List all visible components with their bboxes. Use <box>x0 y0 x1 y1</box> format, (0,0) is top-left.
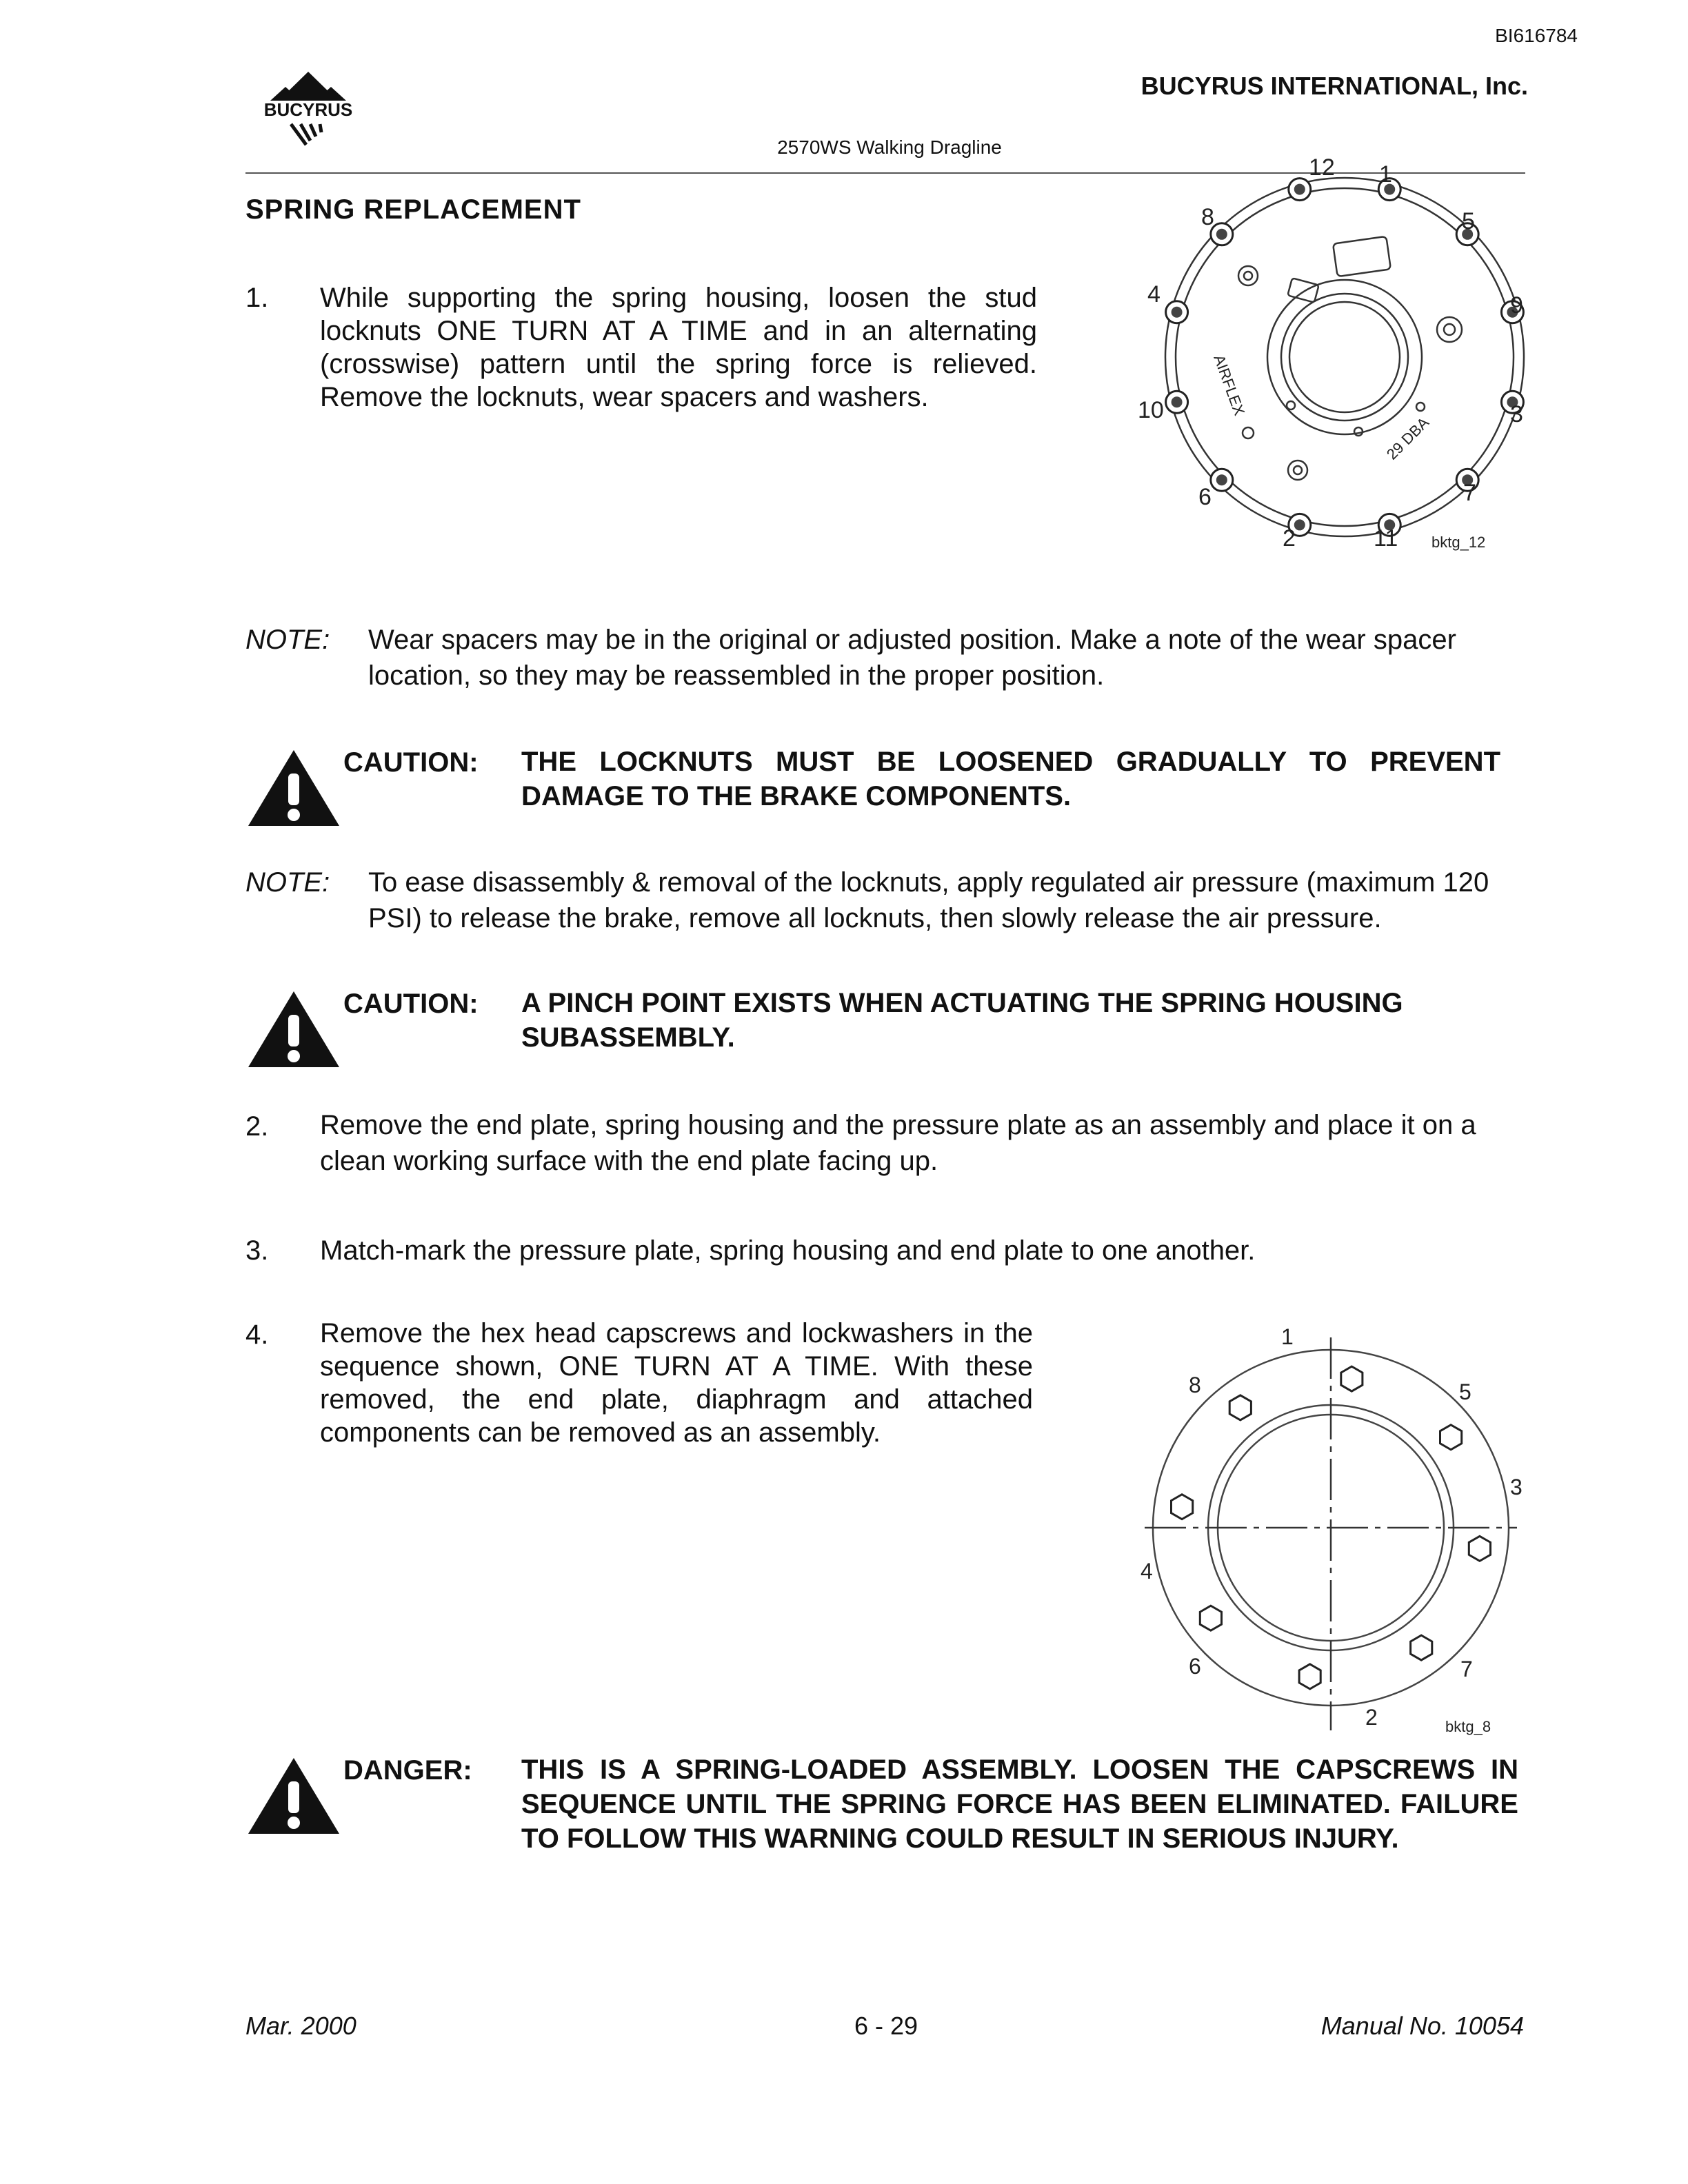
bolt-label-11: 11 <box>1374 525 1398 552</box>
screw-label-5: 5 <box>1459 1379 1471 1404</box>
logo-text: BUCYRUS <box>263 99 353 120</box>
note-text: To ease disassembly & removal of the locknuts, apply regulated air pressure (maximum 120 PSI) to release the brake, remove all locknuts, then slowly release the air pressure. <box>368 867 1489 933</box>
machine-subtitle: 2570WS Walking Dragline <box>777 136 1002 158</box>
bolt-label-7: 7 <box>1463 480 1476 506</box>
company-name: BUCYRUS INTERNATIONAL, Inc. <box>1141 72 1528 100</box>
screw-label-1: 1 <box>1281 1324 1294 1349</box>
step-number: 1. <box>245 283 269 313</box>
section-title: SPRING REPLACEMENT <box>245 194 581 225</box>
caution-text: THE LOCKNUTS MUST BE LOOSENED GRADUALLY TO PREVENT DAMAGE TO THE BRAKE COMPONENTS. <box>521 747 1500 811</box>
bolt-label-8: 8 <box>1201 204 1214 230</box>
hex-capscrew-icon <box>1172 1495 1193 1519</box>
caution-label: CAUTION: <box>343 747 479 778</box>
hex-capscrew-icon <box>1200 1606 1221 1630</box>
screw-label-7: 7 <box>1460 1657 1473 1681</box>
hex-capscrew-icon <box>1229 1395 1251 1420</box>
screw-label-8: 8 <box>1189 1373 1201 1397</box>
bolt-label-5: 5 <box>1462 208 1475 234</box>
note-label: NOTE: <box>245 867 330 898</box>
step-text: Remove the hex head capscrews and lockwashers in the sequence shown, ONE TURN AT A TIME. With these removed, the end plate, diaphragm and attached components can be removed as an assembly. <box>320 1318 1033 1448</box>
step-number: 2. <box>245 1111 269 1142</box>
step-number: 4. <box>245 1320 269 1350</box>
screw-label-2: 2 <box>1365 1705 1378 1730</box>
step-text: Remove the end plate, spring housing and the pressure plate as an assembly and place it on a clean working surface with the end plate facing up. <box>320 1110 1476 1176</box>
footer-date: Mar. 2000 <box>245 2012 356 2040</box>
stud-bolt-icon <box>1211 469 1233 491</box>
hex-capscrew-icon <box>1299 1664 1320 1689</box>
bolt-label-2: 2 <box>1283 525 1296 552</box>
bolt-label-1: 1 <box>1379 161 1392 188</box>
screw-label-4: 4 <box>1141 1559 1153 1584</box>
hex-capscrew-icon <box>1440 1425 1462 1450</box>
manual-number: Manual No. 10054 <box>1320 2012 1524 2040</box>
bolt-label-12: 12 <box>1309 154 1335 181</box>
bolt-label-9: 9 <box>1510 292 1523 318</box>
stud-bolt-icon <box>1166 301 1188 323</box>
page-number: 6 - 29 <box>854 2012 918 2040</box>
caution-text: A PINCH POINT EXISTS WHEN ACTUATING THE SPRING HOUSING SUBASSEMBLY. <box>521 988 1403 1053</box>
step-number: 3. <box>245 1235 269 1266</box>
airflex-stamp: AIRFLEX <box>1210 352 1249 418</box>
step-text: Match-mark the pressure plate, spring housing and end plate to one another. <box>320 1235 1256 1266</box>
hex-capscrew-icon <box>1469 1536 1490 1561</box>
danger-text: THIS IS A SPRING-LOADED ASSEMBLY. LOOSEN THE CAPSCREWS IN SEQUENCE UNTIL THE SPRING FORCE HAS BEEN ELIMINATED. FAILURE TO FOLLOW THIS WARNING COULD RESULT IN SERIOUS INJURY. <box>521 1755 1518 1854</box>
note-text: Wear spacers may be in the original or adjusted position. Make a note of the wear spacer location, so they may be reassembled in the proper position. <box>368 625 1456 691</box>
stud-bolt-icon <box>1166 391 1188 413</box>
bolt-label-6: 6 <box>1198 484 1212 510</box>
warning-triangle-icon <box>245 989 342 1070</box>
document-id: BI616784 <box>1495 25 1578 46</box>
note-label: NOTE: <box>245 625 330 655</box>
danger-triangle-icon <box>245 1755 342 1837</box>
danger-label: DANGER: <box>343 1755 472 1786</box>
caution-label: CAUTION: <box>343 989 479 1019</box>
hex-capscrew-icon <box>1341 1366 1363 1391</box>
step-text: While supporting the spring housing, loosen the stud locknuts ONE TURN AT A TIME and in an alternating (crosswise) pattern until the spring force is relieved. Remove the locknuts, wear spacers and washers. <box>320 283 1037 412</box>
figure-2-caption: bktg_8 <box>1445 1718 1491 1735</box>
capscrew-sequence-8-figure <box>1131 1324 1531 1737</box>
bucyrus-logo <box>243 69 374 152</box>
screw-label-6: 6 <box>1189 1654 1201 1679</box>
bolt-label-10: 10 <box>1138 397 1164 423</box>
bolt-label-4: 4 <box>1147 281 1160 307</box>
hex-capscrew-icon <box>1411 1635 1432 1660</box>
warning-triangle-icon <box>245 747 342 829</box>
figure-1-caption: bktg_12 <box>1431 534 1486 551</box>
brake-bolt-pattern-12-figure <box>1131 154 1558 564</box>
bolt-label-3: 3 <box>1510 401 1523 427</box>
model-stamp: 29 DBA <box>1383 414 1433 463</box>
stud-bolt-icon <box>1289 179 1311 201</box>
screw-label-3: 3 <box>1510 1475 1523 1499</box>
